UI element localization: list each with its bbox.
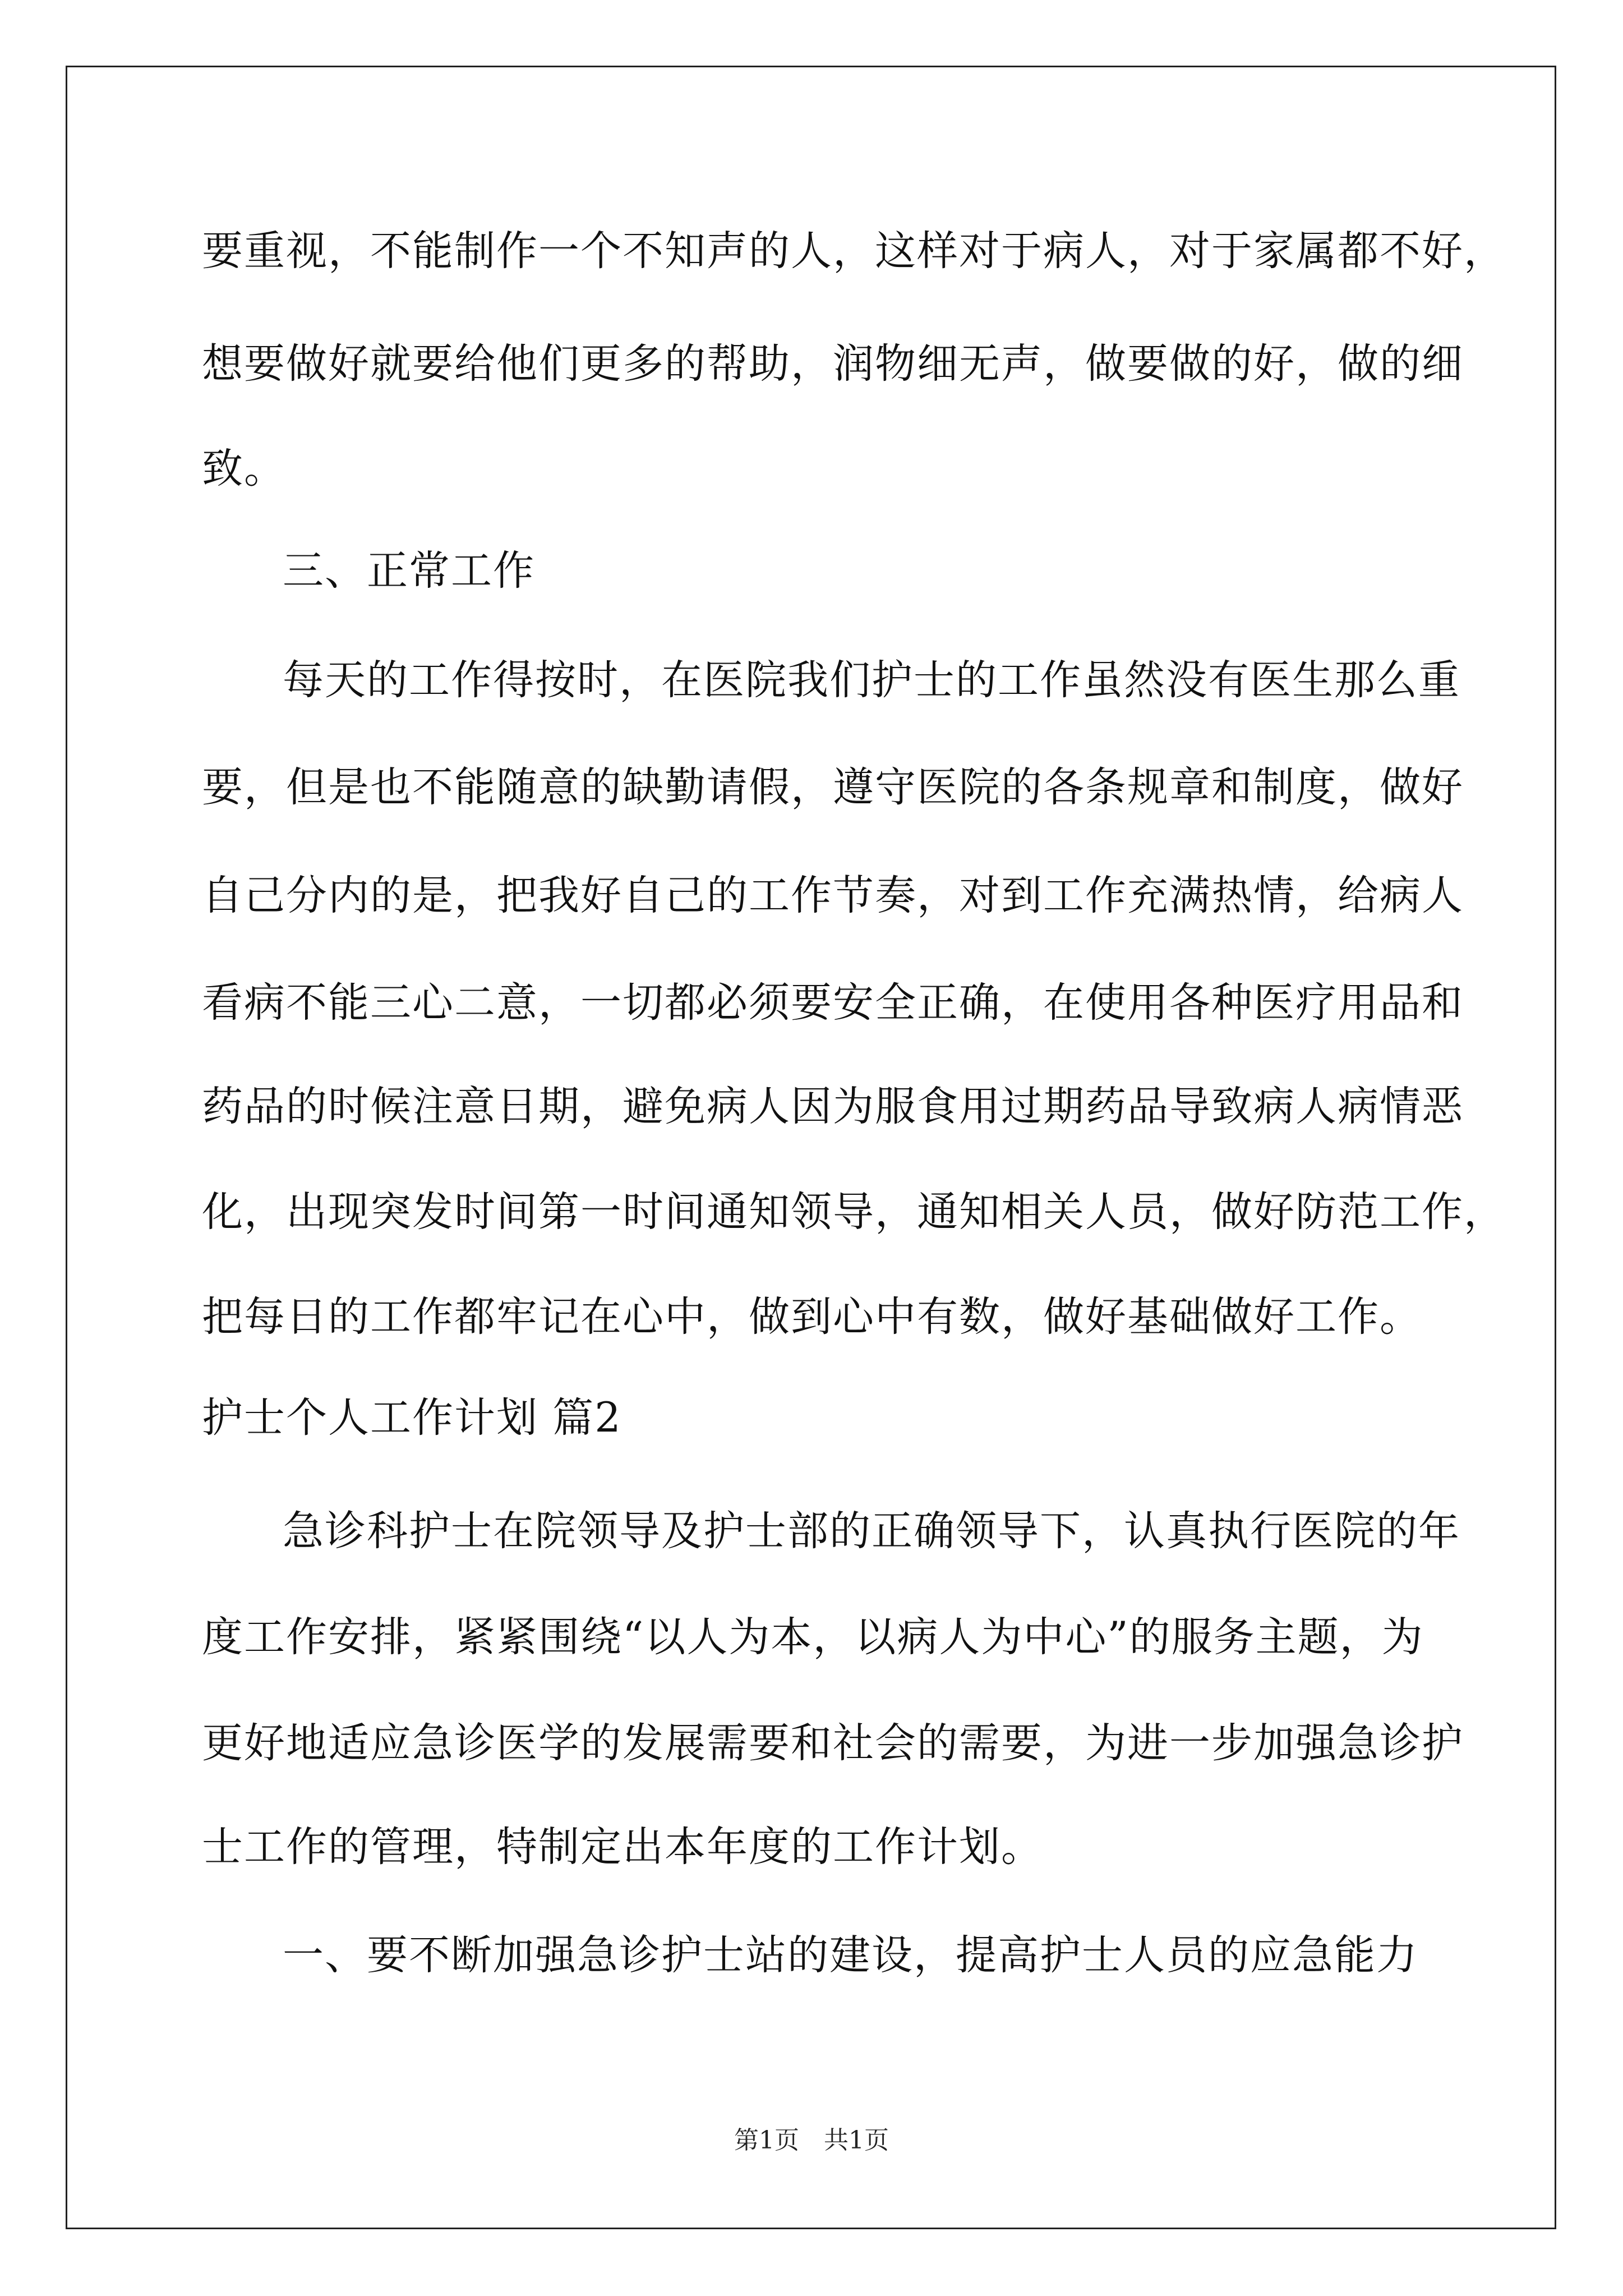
text-line: 更好地适应急诊医学的发展需要和社会的需要，为进一步加强急诊护 xyxy=(202,1719,1464,1767)
section-heading: 三、正常工作 xyxy=(283,547,535,595)
text-line: 化，出现突发时间第一时间通知领导，通知相关人员，做好防范工作， xyxy=(202,1188,1506,1236)
text-line: 自己分内的是，把我好自己的工作节奏，对到工作充满热情，给病人 xyxy=(202,872,1464,919)
text-line: 要，但是也不能随意的缺勤请假，遵守医院的各条规章和制度，做好 xyxy=(202,763,1464,811)
page-total: 共1页 xyxy=(824,2126,889,2155)
text-line: 致。 xyxy=(202,445,286,493)
page-number: 第1页 xyxy=(734,2126,799,2155)
text-line: 把每日的工作都牢记在心中，做到心中有数，做好基础做好工作。 xyxy=(202,1293,1422,1341)
text-line: 度工作安排，紧紧围绕“以人为本，以病人为中心”的服务主题，为 xyxy=(202,1613,1424,1661)
text-line: 要重视，不能制作一个不知声的人，这样对于病人，对于家属都不好， xyxy=(202,227,1506,275)
text-line: 想要做好就要给他们更多的帮助，润物细无声，做要做的好，做的细 xyxy=(202,340,1464,388)
page-footer xyxy=(0,2124,1623,2157)
text-line: 每天的工作得按时，在医院我们护士的工作虽然没有医生那么重 xyxy=(283,656,1460,704)
text-line: 看病不能三心二意，一切都必须要安全正确，在使用各种医疗用品和 xyxy=(202,979,1464,1027)
text-line: 士工作的管理，特制定出本年度的工作计划。 xyxy=(202,1823,1043,1871)
text-line: 药品的时候注意日期，避免病人因为服食用过期药品导致病人病情恶 xyxy=(202,1083,1464,1130)
text-line: 急诊科护士在院领导及护士部的正确领导下，认真执行医院的年 xyxy=(283,1507,1460,1555)
section-heading: 一、要不断加强急诊护士站的建设，提高护士人员的应急能力 xyxy=(283,1931,1418,1979)
document-heading: 护士个人工作计划 篇2 xyxy=(202,1394,622,1442)
